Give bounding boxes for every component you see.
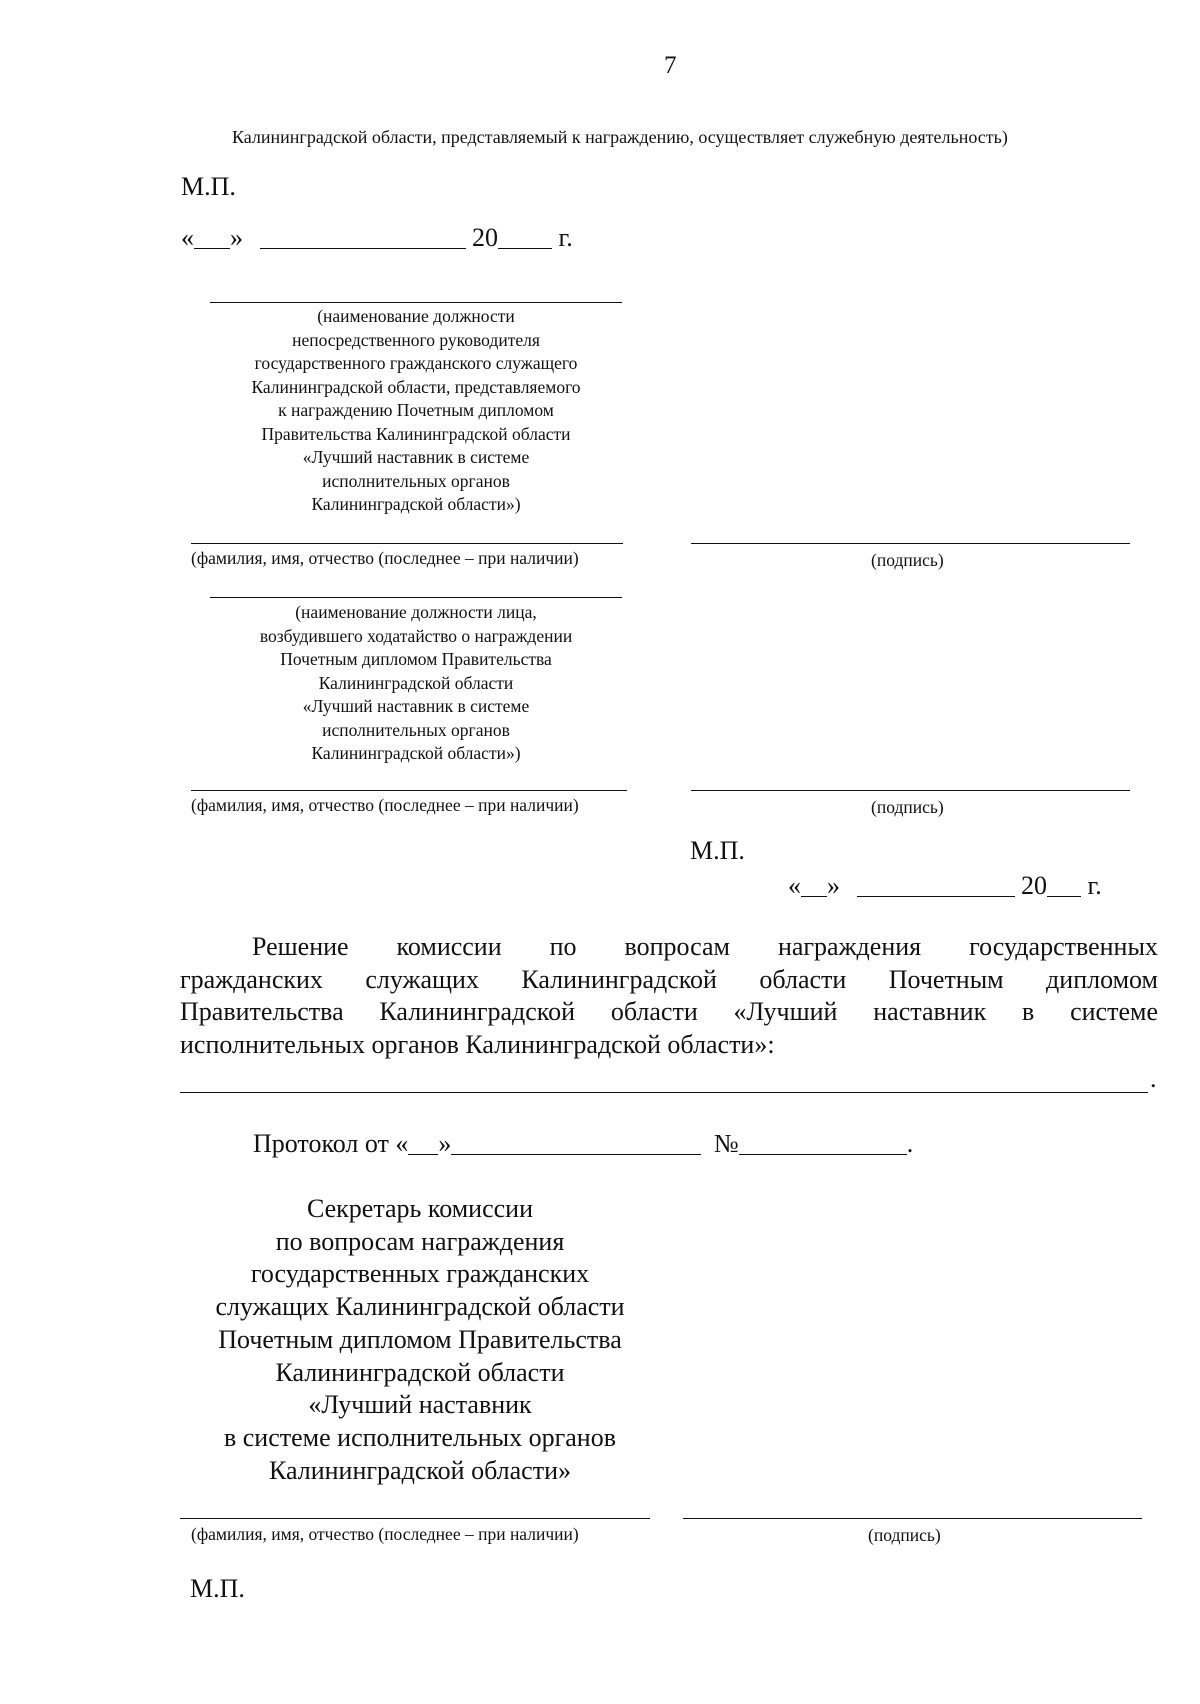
word: Калининградской	[379, 997, 576, 1026]
word: комиссии	[396, 932, 502, 961]
word: Почетным	[888, 964, 1004, 994]
position-caption-line: «Лучший наставник в системе	[302, 447, 530, 467]
signature-line-2[interactable]	[691, 790, 1130, 791]
fio-line-3[interactable]	[180, 1518, 650, 1519]
stamp-label-3: М.П.	[190, 1574, 245, 1603]
position-caption-line: государственного гражданского служащего	[254, 353, 578, 373]
date-open-quote: «	[181, 223, 194, 252]
position-caption-line: (наименование должности	[317, 306, 515, 326]
date-year-suffix: г.	[558, 223, 573, 252]
word: области	[610, 997, 698, 1026]
decision-paragraph	[180, 931, 1158, 1061]
fio-caption-3: (фамилия, имя, отчество (последнее – при наличии)	[191, 1524, 579, 1544]
secretary-title-line: Калининградской области	[275, 1357, 565, 1387]
word: в	[1022, 997, 1035, 1026]
word: «Лучший	[733, 997, 838, 1026]
position-line-2[interactable]	[210, 597, 622, 598]
protocol-day-field[interactable]	[408, 1128, 438, 1155]
date-close-quote: »	[827, 871, 840, 900]
word: области	[759, 964, 847, 994]
decision-line-4	[180, 1029, 1158, 1062]
secretary-title-line: «Лучший наставник	[308, 1390, 532, 1420]
protocol-label: Протокол от	[253, 1129, 389, 1158]
protocol-end-mark: .	[906, 1129, 914, 1158]
date-open-quote: «	[788, 871, 801, 900]
date-year-field[interactable]	[1047, 870, 1081, 897]
word: Правительства	[180, 997, 344, 1026]
position-caption-line: непосредственного руководителя	[292, 329, 540, 350]
word: дипломом	[1046, 964, 1158, 994]
date-year-suffix: г.	[1087, 871, 1102, 900]
secretary-title-line: государственных гражданских	[250, 1259, 590, 1289]
word: служащих	[365, 964, 479, 994]
position-caption-1	[190, 305, 642, 517]
word: системе	[1070, 997, 1158, 1026]
fio-caption-1: (фамилия, имя, отчество (последнее – при наличии)	[191, 548, 579, 568]
protocol-number-field[interactable]	[739, 1128, 907, 1155]
position-caption-line: Калининградской области	[318, 672, 514, 693]
word: по	[549, 932, 577, 961]
position-caption-line: Калининградской области»)	[311, 494, 521, 514]
date-line-1	[181, 222, 573, 253]
position-caption-line: исполнительных органов	[322, 719, 510, 740]
signature-caption-1: (подпись)	[871, 550, 944, 570]
stamp-label-1: М.П.	[181, 172, 236, 201]
secretary-title-line: в системе исполнительных органов	[223, 1422, 616, 1452]
word: награждения	[777, 932, 922, 961]
position-caption-line: (наименование должности лица,	[295, 602, 537, 622]
word: Калининградской	[521, 964, 717, 994]
signature-caption-2: (подпись)	[871, 797, 944, 817]
signature-line-3[interactable]	[683, 1518, 1142, 1519]
word: государственных	[969, 932, 1158, 961]
fio-line-2[interactable]	[191, 790, 627, 791]
date-day-field[interactable]	[194, 222, 230, 249]
decision-line-2	[180, 964, 1158, 997]
protocol-month-field[interactable]	[451, 1128, 701, 1155]
word: гражданских	[180, 964, 323, 994]
word: исполнительных органов Калининградской области»:	[180, 1029, 775, 1059]
decision-end-mark: .	[1150, 1064, 1157, 1093]
date-close-quote: »	[438, 1129, 452, 1158]
word: Решение	[252, 932, 349, 961]
secretary-title-line: служащих Калининградской области	[215, 1292, 625, 1322]
date-year-prefix: 20	[1021, 871, 1047, 900]
fio-caption-2: (фамилия, имя, отчество (последнее – при наличии)	[191, 795, 579, 815]
position-caption-2	[190, 601, 642, 766]
top-continuation-line: Калининградской области, представляемый к награждению, осуществляет служебную деятельность)	[232, 127, 1008, 147]
date-day-field[interactable]	[801, 870, 827, 897]
position-caption-line: к награждению Почетным дипломом	[278, 400, 554, 420]
word: вопросам	[624, 932, 730, 961]
signature-line-1[interactable]	[691, 543, 1130, 544]
secretary-title-line: по вопросам награждения	[275, 1226, 565, 1256]
signature-caption-3: (подпись)	[868, 1525, 941, 1545]
decision-line-3	[180, 996, 1158, 1029]
position-caption-line: Калининградской области»)	[311, 743, 521, 763]
decision-line-1	[180, 931, 1158, 964]
decision-answer-line[interactable]	[180, 1092, 1148, 1093]
fio-line-1[interactable]	[191, 543, 623, 544]
position-caption-line: «Лучший наставник в системе	[302, 696, 530, 716]
protocol-line	[253, 1128, 913, 1159]
word: наставник	[873, 997, 987, 1026]
date-line-2	[788, 870, 1102, 901]
position-caption-line: возбудившего ходатайство о награждении	[259, 625, 573, 646]
date-year-field[interactable]	[498, 222, 552, 249]
date-month-field[interactable]	[260, 222, 466, 249]
secretary-title-line: Секретарь комиссии	[306, 1194, 534, 1223]
protocol-number-sign: №	[713, 1129, 739, 1158]
date-close-quote: »	[230, 223, 243, 252]
position-caption-line: исполнительных органов	[322, 470, 510, 491]
position-caption-line: Правительства Калининградской области	[261, 423, 571, 444]
date-open-quote: «	[395, 1129, 409, 1158]
secretary-title-line: Калининградской области»	[268, 1455, 571, 1485]
position-caption-line: Калининградской области, представляемого	[251, 376, 581, 397]
page-number: 7	[664, 52, 677, 79]
secretary-title	[180, 1193, 660, 1487]
position-caption-line: Почетным дипломом Правительства	[280, 649, 552, 669]
date-year-prefix: 20	[472, 223, 498, 252]
date-month-field[interactable]	[857, 870, 1015, 897]
secretary-title-line: Почетным дипломом Правительства	[218, 1324, 622, 1354]
stamp-label-2: М.П.	[690, 836, 745, 865]
position-line-1[interactable]	[210, 302, 622, 303]
